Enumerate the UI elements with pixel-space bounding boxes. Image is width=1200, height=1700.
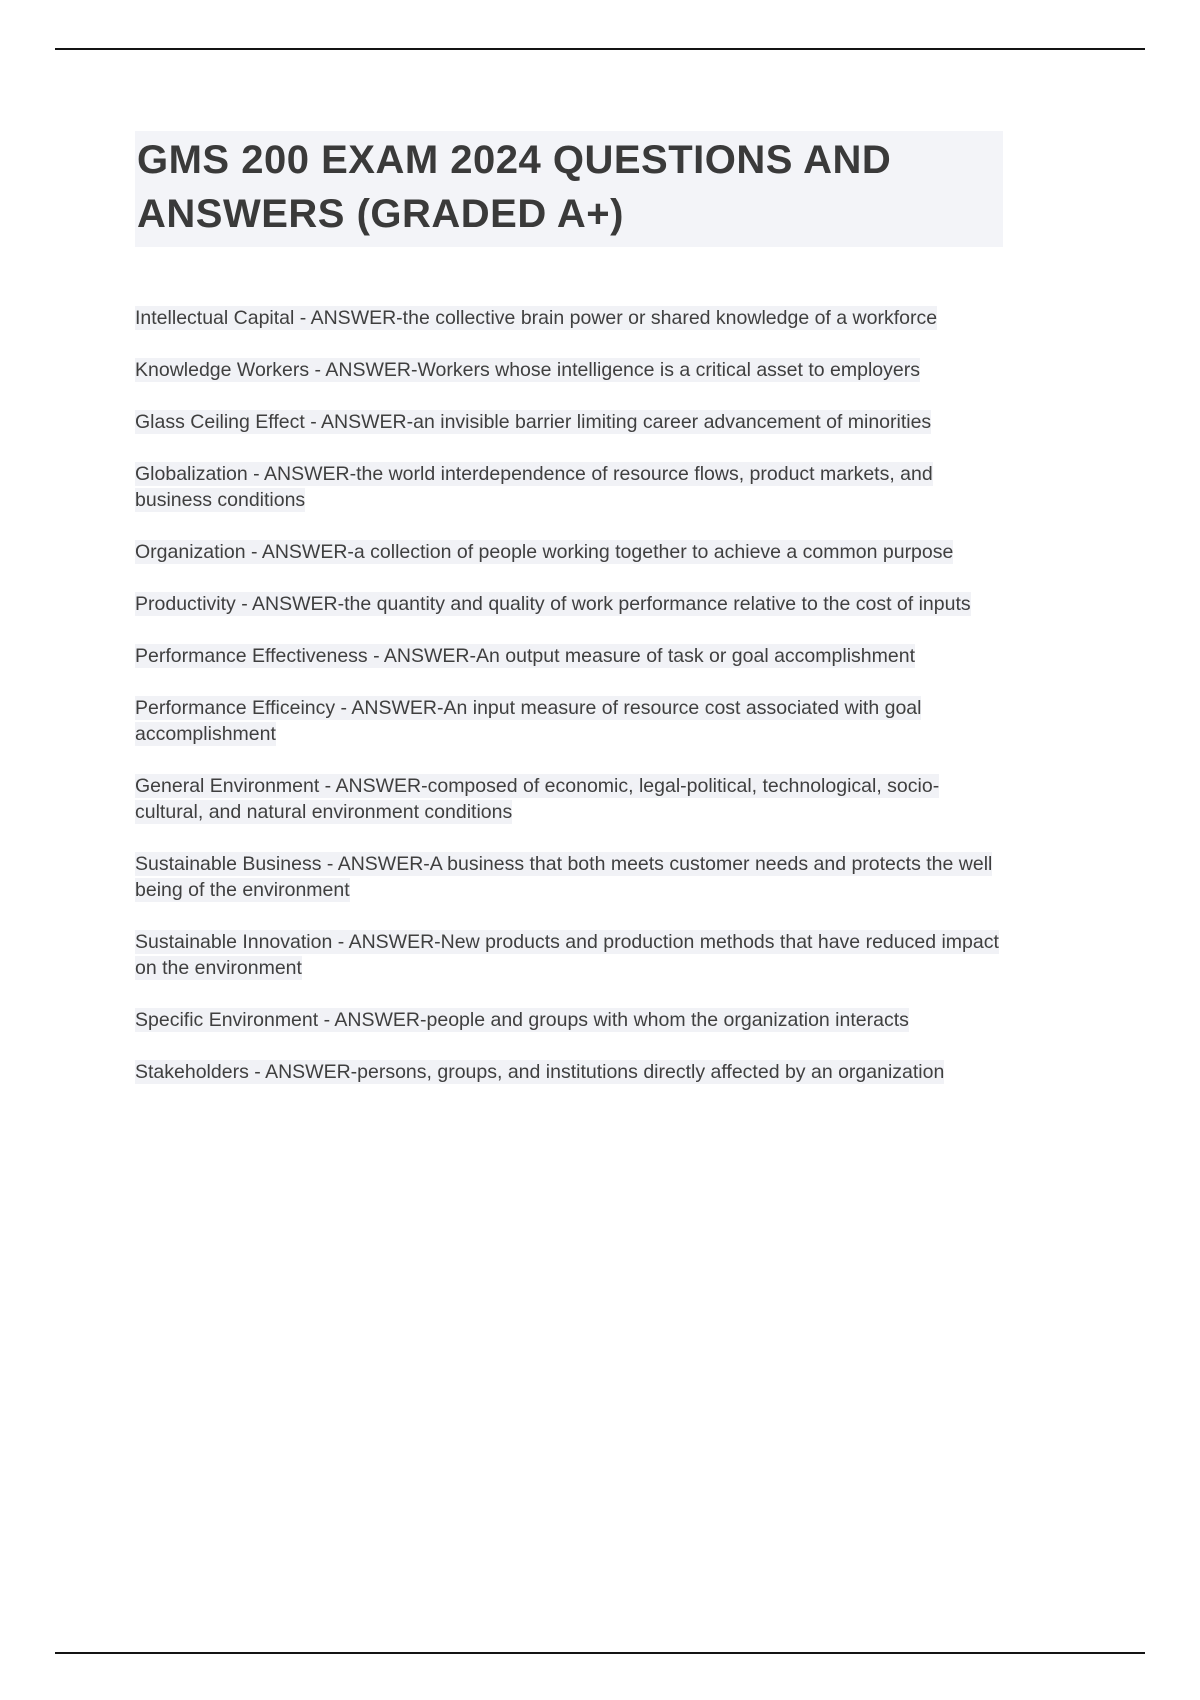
qa-entries-list — [135, 305, 1003, 1085]
qa-entry — [135, 539, 1003, 565]
qa-entry — [135, 851, 1003, 903]
qa-entry-text: Stakeholders - ANSWER-persons, groups, and institutions directly affected by an organization — [135, 1061, 945, 1083]
qa-entry-text: Specific Environment - ANSWER-people and groups with whom the organization interacts — [135, 1009, 909, 1031]
qa-entry-text: Performance Effectiveness - ANSWER-An output measure of task or goal accomplishment — [135, 645, 915, 667]
qa-entry — [135, 357, 1003, 383]
qa-entry-text: Intellectual Capital - ANSWER-the collective brain power or shared knowledge of a workforce — [135, 307, 938, 329]
page-title: GMS 200 EXAM 2024 QUESTIONS AND ANSWERS (GRADED A+) — [135, 131, 1003, 247]
qa-entry-text: Sustainable Business - ANSWER-A business that both meets customer needs and protects the well being of the environment — [135, 853, 993, 901]
qa-entry-text: General Environment - ANSWER-composed of economic, legal-political, technological, socio-cultural, and natural environment conditions — [135, 775, 940, 823]
qa-entry — [135, 591, 1003, 617]
qa-entry — [135, 305, 1003, 331]
qa-entry — [135, 773, 1003, 825]
qa-entry-text: Sustainable Innovation - ANSWER-New products and production methods that have reduced impact on the environment — [135, 931, 999, 979]
document-content — [135, 131, 1003, 1111]
qa-entry — [135, 643, 1003, 669]
top-divider — [55, 48, 1145, 50]
qa-entry-text: Productivity - ANSWER-the quantity and quality of work performance relative to the cost of inputs — [135, 593, 971, 615]
qa-entry — [135, 461, 1003, 513]
qa-entry — [135, 409, 1003, 435]
qa-entry — [135, 929, 1003, 981]
bottom-divider — [55, 1652, 1145, 1654]
qa-entry-text: Glass Ceiling Effect - ANSWER-an invisible barrier limiting career advancement of minorities — [135, 411, 932, 433]
qa-entry-text: Performance Efficeincy - ANSWER-An input measure of resource cost associated with goal accomplishment — [135, 697, 922, 745]
qa-entry-text: Organization - ANSWER-a collection of people working together to achieve a common purpose — [135, 541, 954, 563]
qa-entry — [135, 1007, 1003, 1033]
qa-entry — [135, 1059, 1003, 1085]
qa-entry-text: Globalization - ANSWER-the world interdependence of resource flows, product markets, and business conditions — [135, 463, 933, 511]
qa-entry-text: Knowledge Workers - ANSWER-Workers whose intelligence is a critical asset to employers — [135, 359, 920, 381]
qa-entry — [135, 695, 1003, 747]
